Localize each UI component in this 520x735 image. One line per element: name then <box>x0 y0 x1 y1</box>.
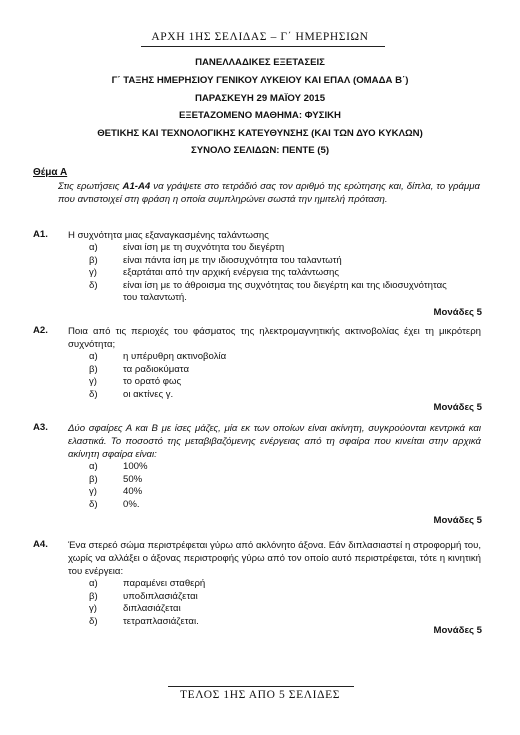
marks-a2: Μονάδες 5 <box>433 402 482 413</box>
exam-title: ΠΑΝΕΛΛΑΔΙΚΕΣ ΕΞΕΤΑΣΕΙΣ <box>195 57 325 68</box>
question-text: Ένα στερεό σώμα περιστρέφεται γύρω από ακλόνητο άξονα. Εάν διπλασιαστεί η στροφορμή του, χωρίς να αλλάξει ο άξονας περιστροφής γύρω από τον οποίο αυτό περιστρέφεται, τότε η κινητική του ενέργεια: <box>68 540 481 577</box>
option-c: γ) 40% <box>89 486 143 497</box>
question-text: Ποια από τις περιοχές του φάσματος της ηλεκτρομαγνητικής ακτινοβολίας έχει τη μικρότερη συχνότητα; <box>68 326 481 350</box>
question-text: Η συχνότητα μιας εξαναγκασμένης ταλάντωσης <box>68 230 269 241</box>
options-list <box>89 351 489 401</box>
option-d: δ) τετραπλασιάζεται. <box>89 615 199 627</box>
section-intro: Στις ερωτήσεις Α1-Α4 να γράψετε στο τετράδιό σας τον αριθμό της ερώτησης και, δίπλα, το γράμμα που αντιστοιχεί στη φράση η οποία συμπληρώνει σωστά την ημιτελή πρόταση. <box>58 181 480 205</box>
marks-a3: Μονάδες 5 <box>433 515 482 526</box>
page-count: ΣΥΝΟΛΟ ΣΕΛΙΔΩΝ: ΠΕΝΤΕ (5) <box>190 145 330 156</box>
options-list <box>89 578 489 628</box>
question-text: Δύο σφαίρες Α και Β με ίσες μάζες, μία εκ των οποίων είναι ακίνητη, συγκρούονται κεντρικά και ελαστικά. Το ποσοστό της μεταβιβαζόμενης ενέργειας από τη σφαίρα που κινείται στην αρχικά ακίνητη σφαίρα είναι: <box>68 423 481 460</box>
option-a: α) η υπέρυθρη ακτινοβολία <box>89 351 227 362</box>
option-a: α) παραμένει σταθερή <box>89 578 206 589</box>
option-c: γ) το ορατό φως <box>89 376 182 387</box>
option-b: β) είναι πάντα ίση με την ιδιοσυχνότητα του ταλαντωτή <box>89 254 342 266</box>
exam-direction: ΘΕΤΙΚΗΣ ΚΑΙ ΤΕΧΝΟΛΟΓΙΚΗΣ ΚΑΤΕΥΘΥΝΣΗΣ (ΚΑΙ ΤΩΝ ΔΥΟ ΚΥΚΛΩΝ) <box>97 128 423 139</box>
option-a: α) 100% <box>89 461 148 472</box>
question-number: Α4. <box>33 539 48 550</box>
marks-a1: Μονάδες 5 <box>433 307 482 318</box>
page-top-header: ΑΡΧΗ 1ΗΣ ΣΕΛΙΔΑΣ – Γ΄ ΗΜΕΡΗΣΙΩΝ <box>151 31 369 43</box>
option-d: δ) 0%. <box>89 498 140 510</box>
option-b: β) τα ραδιοκύματα <box>89 363 189 375</box>
option-b: β) υποδιπλασιάζεται <box>89 590 198 602</box>
option-b: β) 50% <box>89 473 143 485</box>
marks-a4: Μονάδες 5 <box>433 625 482 636</box>
option-c: γ) εξαρτάται από την αρχική ενέργεια της ταλάντωσης <box>89 267 339 278</box>
options-list <box>89 242 489 305</box>
page-bottom-footer: ΤΕΛΟΣ 1ΗΣ ΑΠΟ 5 ΣΕΛΙΔΕΣ <box>180 689 340 701</box>
option-d: δ) είναι ίση με το άθροισμα της συχνότητας του διεγέρτη και της ιδιοσυχνότητας του ταλαντωτή. <box>89 279 447 303</box>
exam-subject: ΕΞΕΤΑΖΟΜΕΝΟ ΜΑΘΗΜΑ: ΦΥΣΙΚΗ <box>179 110 341 121</box>
option-d: δ) οι ακτίνες γ. <box>89 388 174 400</box>
exam-class: Γ΄ ΤΑΞΗΣ ΗΜΕΡΗΣΙΟΥ ΓΕΝΙΚΟΥ ΛΥΚΕΙΟΥ ΚΑΙ ΕΠΑΛ (ΟΜΑΔΑ Β΄) <box>111 75 409 86</box>
question-number: Α1. <box>33 229 48 240</box>
exam-date: ΠΑΡΑΣΚΕΥΗ 29 ΜΑΪΟΥ 2015 <box>194 93 326 104</box>
footer-rule <box>168 686 354 687</box>
options-list <box>89 461 489 511</box>
option-c: γ) διπλασιάζεται <box>89 603 181 614</box>
section-title: Θέμα Α <box>33 167 68 178</box>
header-rule <box>141 46 385 47</box>
question-number: Α2. <box>33 325 48 336</box>
question-number: Α3. <box>33 422 48 433</box>
option-a: α) είναι ίση με τη συχνότητα του διεγέρτη <box>89 242 285 253</box>
